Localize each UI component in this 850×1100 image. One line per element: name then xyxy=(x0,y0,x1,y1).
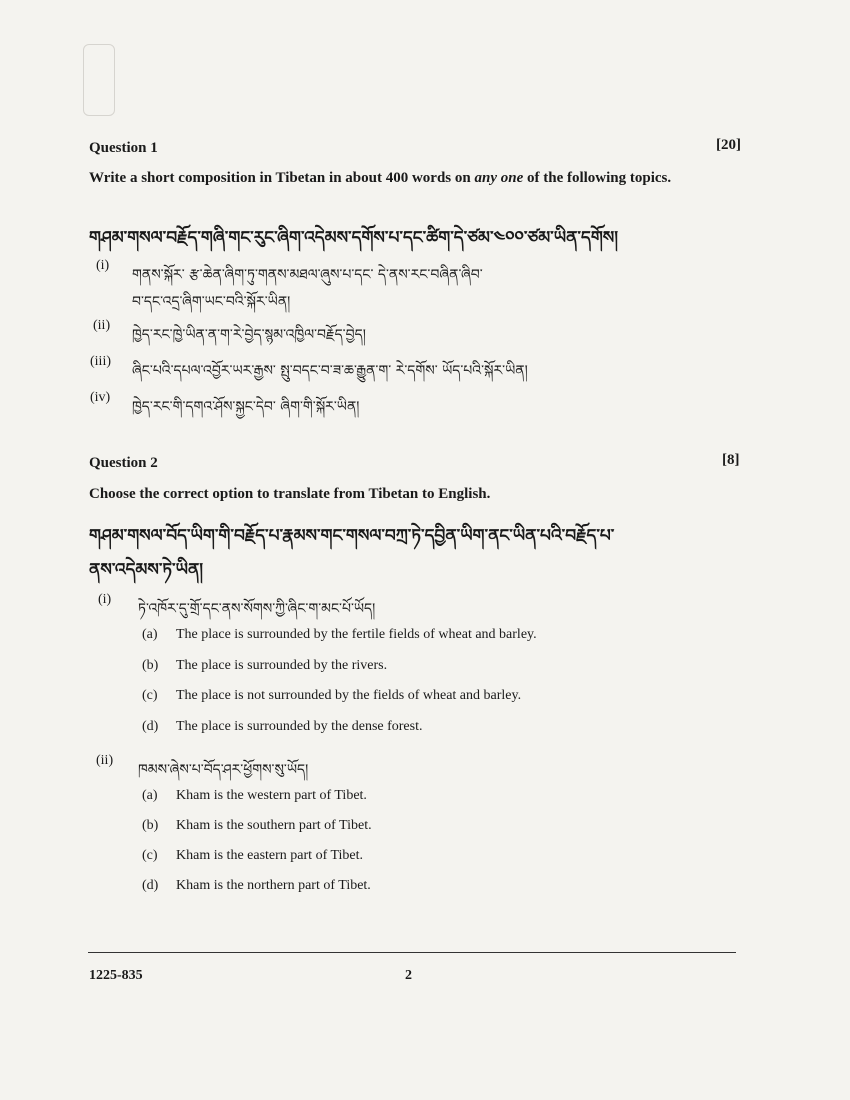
option-text: Kham is the western part of Tibet. xyxy=(176,788,367,803)
option-text: Kham is the southern part of Tibet. xyxy=(176,818,372,833)
instruction-part: Write a short composition in Tibetan in about 400 words on xyxy=(89,170,475,186)
option-label: (b) xyxy=(142,658,159,673)
option xyxy=(142,878,371,894)
question-2-tibetan-instruction: ནས་འདེམས་ཏེ་ཡིན། xyxy=(89,560,204,580)
page-edge-mark xyxy=(83,44,115,116)
item-tibetan: ཁམས་ཞེས་པ་བོད་ཤར་ཕྱོགས་སུ་ཡོད། xyxy=(138,762,309,778)
option-text: The place is surrounded by the dense forest. xyxy=(176,719,423,734)
instruction-part: of the following topics. xyxy=(523,170,672,186)
option-label: (d) xyxy=(142,719,159,734)
option-label: (c) xyxy=(142,688,158,703)
option-text: The place is surrounded by the rivers. xyxy=(176,658,388,673)
option xyxy=(142,719,422,735)
option xyxy=(142,658,387,674)
option xyxy=(142,688,521,704)
option-label: (a) xyxy=(142,788,158,803)
option-label: (a) xyxy=(142,627,158,642)
topic-number: (i) xyxy=(96,258,110,273)
option xyxy=(142,627,537,643)
item-number: (i) xyxy=(98,592,112,607)
question-1-tibetan-instruction: གཤམ་གསལ་བརྗོད་གཞི་གང་རུང་ཞིག་འདེམས་དགོས་པ་དང་ཚིག་དེ་ཙམ་༤༠༠་ཙམ་ཡིན་དགོས། xyxy=(89,228,619,248)
question-1-instruction xyxy=(89,168,709,188)
option-text: Kham is the northern part of Tibet. xyxy=(176,878,371,893)
option xyxy=(142,818,372,834)
option xyxy=(142,788,367,804)
page-number: 2 xyxy=(405,968,412,983)
question-1-marks: [20] xyxy=(716,137,741,153)
topic-text: ཞིང་པའི་དཔལ་འབྱོར་ཡར་རྒྱས་ སྤུ་བདང་བ་ཟ་ཆ་རྒྱུན་ག་ རེ་དགོས་ ཡོད་པའི་སྐོར་ཡིན། xyxy=(132,363,528,379)
paper-code: 1225-835 xyxy=(89,968,143,983)
topic-number: (iv) xyxy=(90,390,111,405)
question-1-heading: Question 1 xyxy=(89,140,158,156)
option-text: Kham is the eastern part of Tibet. xyxy=(176,848,364,863)
option-text: The place is surrounded by the fertile fields of wheat and barley. xyxy=(176,627,537,642)
question-2-marks: [8] xyxy=(722,452,740,468)
topic-number: (ii) xyxy=(93,318,111,333)
item-tibetan: ཏེ་འཁོར་དུ་གྲོ་དང་ནས་སོགས་ཀྱི་ཞིང་ག་མང་པོ་ཡོད། xyxy=(138,601,376,617)
instruction-emphasis: any one xyxy=(474,170,524,186)
item-number: (ii) xyxy=(96,753,114,768)
footer-rule xyxy=(88,952,736,953)
topic-number: (iii) xyxy=(90,354,111,369)
topic-text: གནས་སྐོར་ རྩ་ཆེན་ཞིག་ཏུ་གནས་མཐལ་ཞུས་པ་དང་ དེ་ནས་རང་བཞིན་ཞིབ་ xyxy=(132,267,483,283)
option-text: The place is not surrounded by the fields of wheat and barley. xyxy=(176,688,522,703)
topic-text: ཁྱེད་རང་ཁྱེ་ཡིན་ན་ག་རེ་བྱེད་སྙམ་འཁྱིལ་བརྗོད་བྱེད། xyxy=(132,327,366,343)
question-2-tibetan-instruction: གཤམ་གསལ་བོད་ཡིག་གི་བརྗོད་པ་རྣམས་གང་གསལ་བཀྲ་ཏེ་དབྱིན་ཡིག་ནང་ཡིན་པའི་བརྗོད་པ་ xyxy=(89,526,615,546)
question-2-instruction: Choose the correct option to translate from Tibetan to English. xyxy=(89,486,491,502)
option-label: (b) xyxy=(142,818,159,833)
option-label: (d) xyxy=(142,878,159,893)
option xyxy=(142,848,363,864)
option-label: (c) xyxy=(142,848,158,863)
topic-text: བ་དང་འདྲ་ཞིག་ཡང་བའི་སྐོར་ཡིན། xyxy=(132,294,291,310)
topic-text: ཁྱེད་རང་གི་དགའ་ཤོས་སྐྱང་དེབ་ ཞིག་གི་སྐོར་ཡིན། xyxy=(132,399,360,415)
question-2-heading: Question 2 xyxy=(89,455,158,471)
